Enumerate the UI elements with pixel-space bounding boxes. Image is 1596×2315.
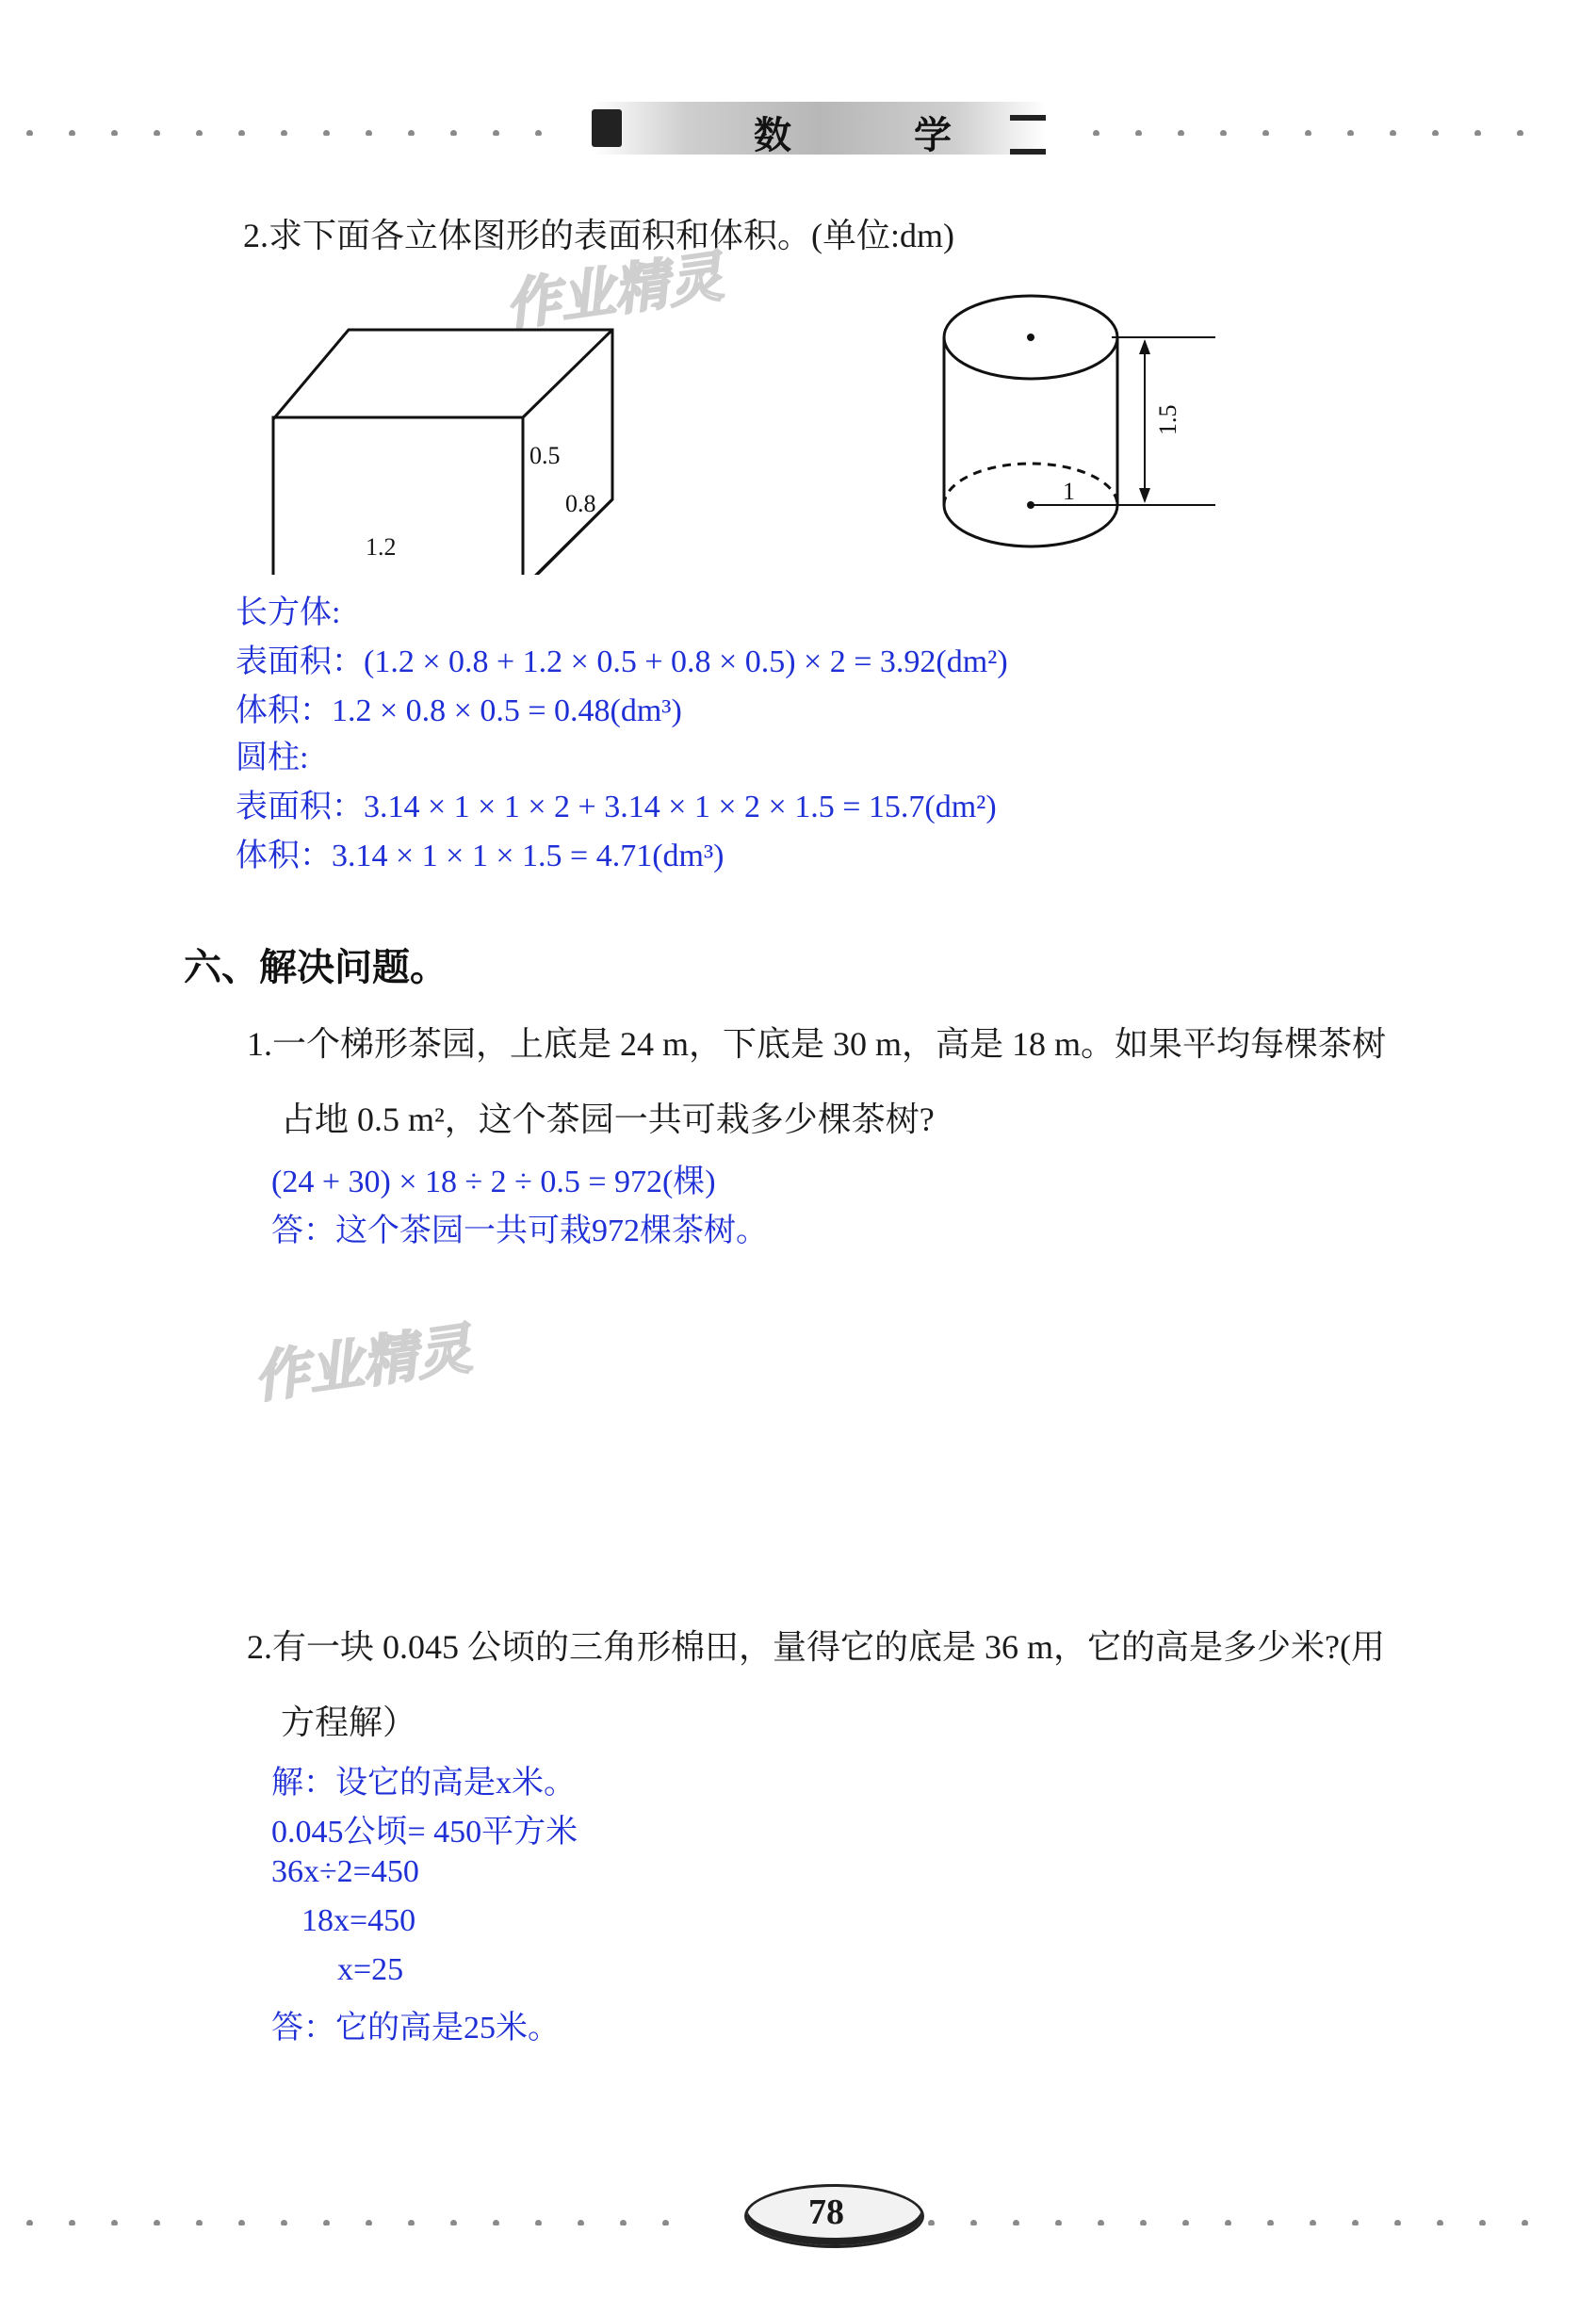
problem-2-answer-line: 解：设它的高是x米。 <box>271 1766 576 1801</box>
cuboid-height-label: 0.5 <box>529 442 561 469</box>
problem-2-answer-line: 18x=450 <box>301 1903 416 1938</box>
cuboid-figure <box>264 320 641 575</box>
watermark-middle: 作业精灵 <box>250 1316 476 1410</box>
problem-2-answer-line: 答：它的高是25米。 <box>271 2011 560 2046</box>
answer-line: 表面积：(1.2 × 0.8 + 1.2 × 0.5 + 0.8 × 0.5) × 2 = 3.92(dm²) <box>236 644 1008 679</box>
cuboid-length-label: 1.2 <box>366 533 397 561</box>
subject-title: 数 学 <box>754 114 1008 156</box>
header-dots-right <box>1093 124 1583 136</box>
header-dots-left <box>26 124 582 136</box>
answer-line: 圆柱: <box>236 741 309 775</box>
cylinder-figure <box>933 283 1234 594</box>
answer-line: 长方体: <box>236 595 341 630</box>
answer-line: 体积：3.14 × 1 × 1 × 1.5 = 4.71(dm³) <box>236 839 725 873</box>
answer-line: 表面积：3.14 × 1 × 1 × 2 + 3.14 × 1 × 2 × 1.5 = 15.7(dm²) <box>236 790 997 824</box>
problem-1-answer-line: 答：这个茶园一共可栽972棵茶树。 <box>271 1214 768 1248</box>
cuboid-width-label: 0.8 <box>565 490 596 517</box>
footer-dots-left <box>26 2214 738 2225</box>
book-icon-right <box>1010 115 1046 155</box>
section-title: 六、解决问题。 <box>184 946 448 988</box>
problem-2-question-line1: 2.有一块 0.045 公顷的三角形棉田，量得它的底是 36 m，它的高是多少米?(用 <box>247 1628 1385 1666</box>
cylinder-height-label: 1.5 <box>1154 404 1181 435</box>
book-icon-left <box>592 109 622 147</box>
cylinder-radius-label: 1 <box>1063 478 1075 505</box>
problem-1-question-line1: 1.一个梯形茶园，上底是 24 m，下底是 30 m，高是 18 m。如果平均每棵茶树 <box>247 1025 1387 1063</box>
problem-solids-question: 2.求下面各立体图形的表面积和体积。(单位:dm) <box>243 217 954 254</box>
page-number: 78 <box>808 2193 844 2232</box>
problem-1-question-line2: 占地 0.5 m²，这个茶园一共可栽多少棵茶树? <box>281 1100 935 1138</box>
watermark-top: 作业精灵 <box>501 244 727 338</box>
footer-dots-right <box>928 2214 1588 2225</box>
problem-1-answer-line: (24 + 30) × 18 ÷ 2 ÷ 0.5 = 972(棵) <box>271 1165 716 1199</box>
problem-2-answer-line: x=25 <box>337 1952 404 1987</box>
answer-line: 体积：1.2 × 0.8 × 0.5 = 0.48(dm³) <box>236 693 682 728</box>
problem-2-answer-line: 0.045公顷= 450平方米 <box>271 1815 578 1850</box>
problem-2-answer-line: 36x÷2=450 <box>271 1854 419 1889</box>
problem-2-question-line2: 方程解） <box>281 1704 417 1741</box>
